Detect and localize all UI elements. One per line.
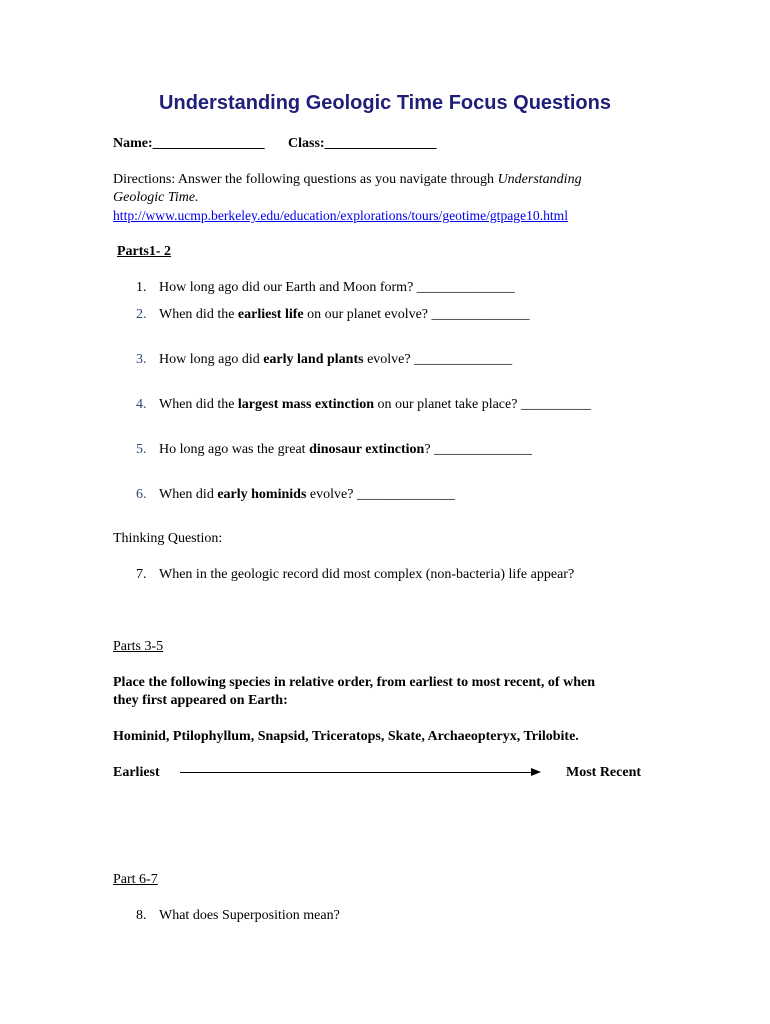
ordering-instruction-line1: Place the following species in relative order, from earliest to most recent, of when [113, 675, 595, 690]
earliest-label: Earliest [113, 765, 160, 780]
question-text [159, 397, 591, 413]
question-number: 6. [136, 487, 147, 502]
question-number: 7. [136, 567, 147, 582]
timeline-arrow-head-icon [531, 768, 541, 776]
question-text-post: evolve? ______________ [306, 487, 455, 502]
ordering-instruction-line2: they first appeared on Earth: [113, 693, 288, 708]
question-text-post: evolve? ______________ [363, 352, 513, 367]
geotime-link[interactable]: http://www.ucmp.berkeley.edu/education/explorations/tours/geotime/gtpage10.html [113, 208, 569, 223]
question-text: How long ago did our Earth and Moon form? ______________ [159, 280, 515, 295]
most-recent-label: Most Recent [566, 765, 642, 780]
question-text: When in the geologic record did most complex (non-bacteria) life appear? [159, 567, 575, 582]
class-field-label: Class:________________ [288, 136, 437, 151]
question-text [159, 442, 532, 458]
section-heading-part-6-7: Part 6-7 [113, 872, 158, 887]
name-field-label: Name:________________ [113, 136, 265, 151]
timeline-arrow-line [180, 772, 532, 773]
question-keyword: dinosaur extinction [309, 442, 425, 457]
question-text-pre: Ho long ago was the great [159, 442, 310, 457]
question-text-post: on our planet evolve? ______________ [303, 307, 530, 322]
question-number: 8. [136, 908, 147, 923]
question-text-pre: When did [159, 487, 218, 502]
question-text [159, 352, 512, 368]
directions-title-italic-2: Geologic Time. [113, 190, 199, 205]
question-text [159, 307, 530, 323]
directions-line2 [113, 190, 199, 206]
question-text-pre: When did the [159, 397, 238, 412]
directions-text: Directions: Answer the following questions as you navigate through [113, 172, 498, 187]
question-keyword: early hominids [217, 487, 307, 502]
directions-line1 [113, 172, 582, 188]
question-number: 2. [136, 307, 147, 322]
section-heading-parts-3-5: Parts 3-5 [113, 639, 164, 654]
question-text [159, 487, 455, 503]
question-text-pre: When did the [159, 307, 238, 322]
page-title: Understanding Geologic Time Focus Questions [159, 92, 611, 114]
question-number: 1. [136, 280, 147, 295]
question-text-post: on our planet take place? __________ [374, 397, 591, 412]
question-keyword: largest mass extinction [237, 397, 375, 412]
directions-title-italic: Understanding [497, 172, 582, 187]
question-keyword: early land plants [263, 352, 364, 367]
species-list: Hominid, Ptilophyllum, Snapsid, Triceratops, Skate, Archaeopteryx, Trilobite. [113, 729, 579, 744]
thinking-question-label: Thinking Question: [113, 531, 223, 546]
section-heading-parts-1-2: Parts1- 2 [117, 244, 172, 259]
question-text-post: ? ______________ [424, 442, 533, 457]
question-number: 3. [136, 352, 147, 367]
question-text: What does Superposition mean? [159, 908, 340, 923]
question-number: 5. [136, 442, 147, 457]
question-keyword: earliest life [237, 307, 304, 322]
question-text-pre: How long ago did [159, 352, 264, 367]
question-number: 4. [136, 397, 147, 412]
